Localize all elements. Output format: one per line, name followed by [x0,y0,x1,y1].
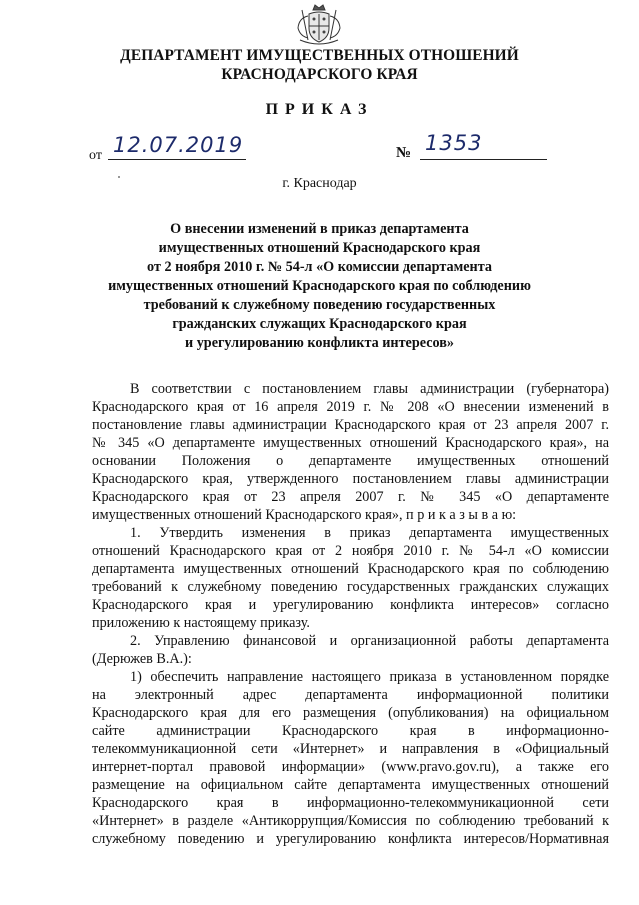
body-line: 1) обеспечить направление настоящего приказа в установленном порядке [130,669,609,685]
body-line: отношений Краснодарского края от 2 ноября 2010 г. № 54-л «О комиссии [92,543,609,559]
title-line: гражданских служащих Краснодарского края [172,316,467,332]
body-line: Краснодарского края, утвержденного постановлением главы администрации [92,471,609,487]
date-value: 12.07.2019 [113,133,244,157]
body-line: Краснодарского края и урегулированию конфликта интересов» согласно [92,597,609,613]
city: г. Краснодар [282,176,357,191]
body-line: размещение на официальном сайте департамента имущественных отношений [92,777,609,793]
body-line: (Дерюжев В.А.): [92,651,192,667]
body-line: телекоммуникационной сети «Интернет» и направления в «Официальный [92,741,609,757]
body-line: служебному поведению и урегулированию конфликта интересов/Нормативная [92,831,609,847]
body-line: В соответствии с постановлением главы администрации (губернатора) [130,381,609,397]
body-line: имущественных отношений Краснодарского края», п р и к а з ы в а ю: [92,507,517,523]
number-underline [420,159,547,160]
body-line: «Интернет» в разделе «Антикоррупция/Комиссия по соблюдению требований к [92,813,609,829]
body-line: Краснодарского края для его размещения (опубликования) на официальном [92,705,609,721]
body-line: интернет-портал правовой информации» (www.pravo.gov.ru), а также его [92,759,609,775]
title-line: О внесении изменений в приказ департамента [170,221,469,237]
body-line: требований к служебному поведению государственных гражданских служащих [92,579,609,595]
title-line: требований к служебному поведению государственных [143,297,496,313]
date-label: от [89,148,102,163]
body-line: Краснодарского края в информационно-телекоммуникационной сети [92,795,609,811]
body-line: приложению к настоящему приказу. [92,615,310,631]
document-type: ПРИКАЗ [265,101,374,118]
body-line: сайте администрации Краснодарского края в информационно- [92,723,609,739]
body-line: постановление главы администрации Краснодарского края от 23 апреля 2007 г. [92,417,609,433]
title-line: от 2 ноября 2010 г. № 54-л «О комиссии департамента [147,259,492,275]
title-line: имущественных отношений Краснодарского края [158,240,481,256]
title-line: и урегулированию конфликта интересов» [184,335,455,351]
body-line: № 345 «О департаменте имущественных отношений Краснодарского края», на [92,435,609,451]
body-line: 2. Управлению финансовой и организационной работы департамента [130,633,609,649]
krasnodar-coat-of-arms-icon [294,2,344,46]
date-underline [108,159,246,160]
body-line: Краснодарского края от 23 апреля 2007 г. № 345 «О департаменте [92,489,609,505]
body-line: 1. Утвердить изменения в приказ департамента имущественных [130,525,609,541]
body-line: Краснодарского края от 16 апреля 2019 г. № 208 «О внесении изменений в [92,399,609,415]
department-name-line2: КРАСНОДАРСКОГО КРАЯ [221,66,418,83]
body-line: на электронный адрес департамента информационной политики [92,687,609,703]
title-line: имущественных отношений Краснодарского края по соблюдению [108,278,531,294]
department-name-line1: ДЕПАРТАМЕНТ ИМУЩЕСТВЕННЫХ ОТНОШЕНИЙ [120,47,519,64]
body-line: основании Положения о департаменте имущественных отношений [92,453,609,469]
number-label: № [396,145,412,161]
body-line: департамента имущественных отношений Краснодарского края по соблюдению [92,561,609,577]
number-value: 1353 [425,131,483,155]
